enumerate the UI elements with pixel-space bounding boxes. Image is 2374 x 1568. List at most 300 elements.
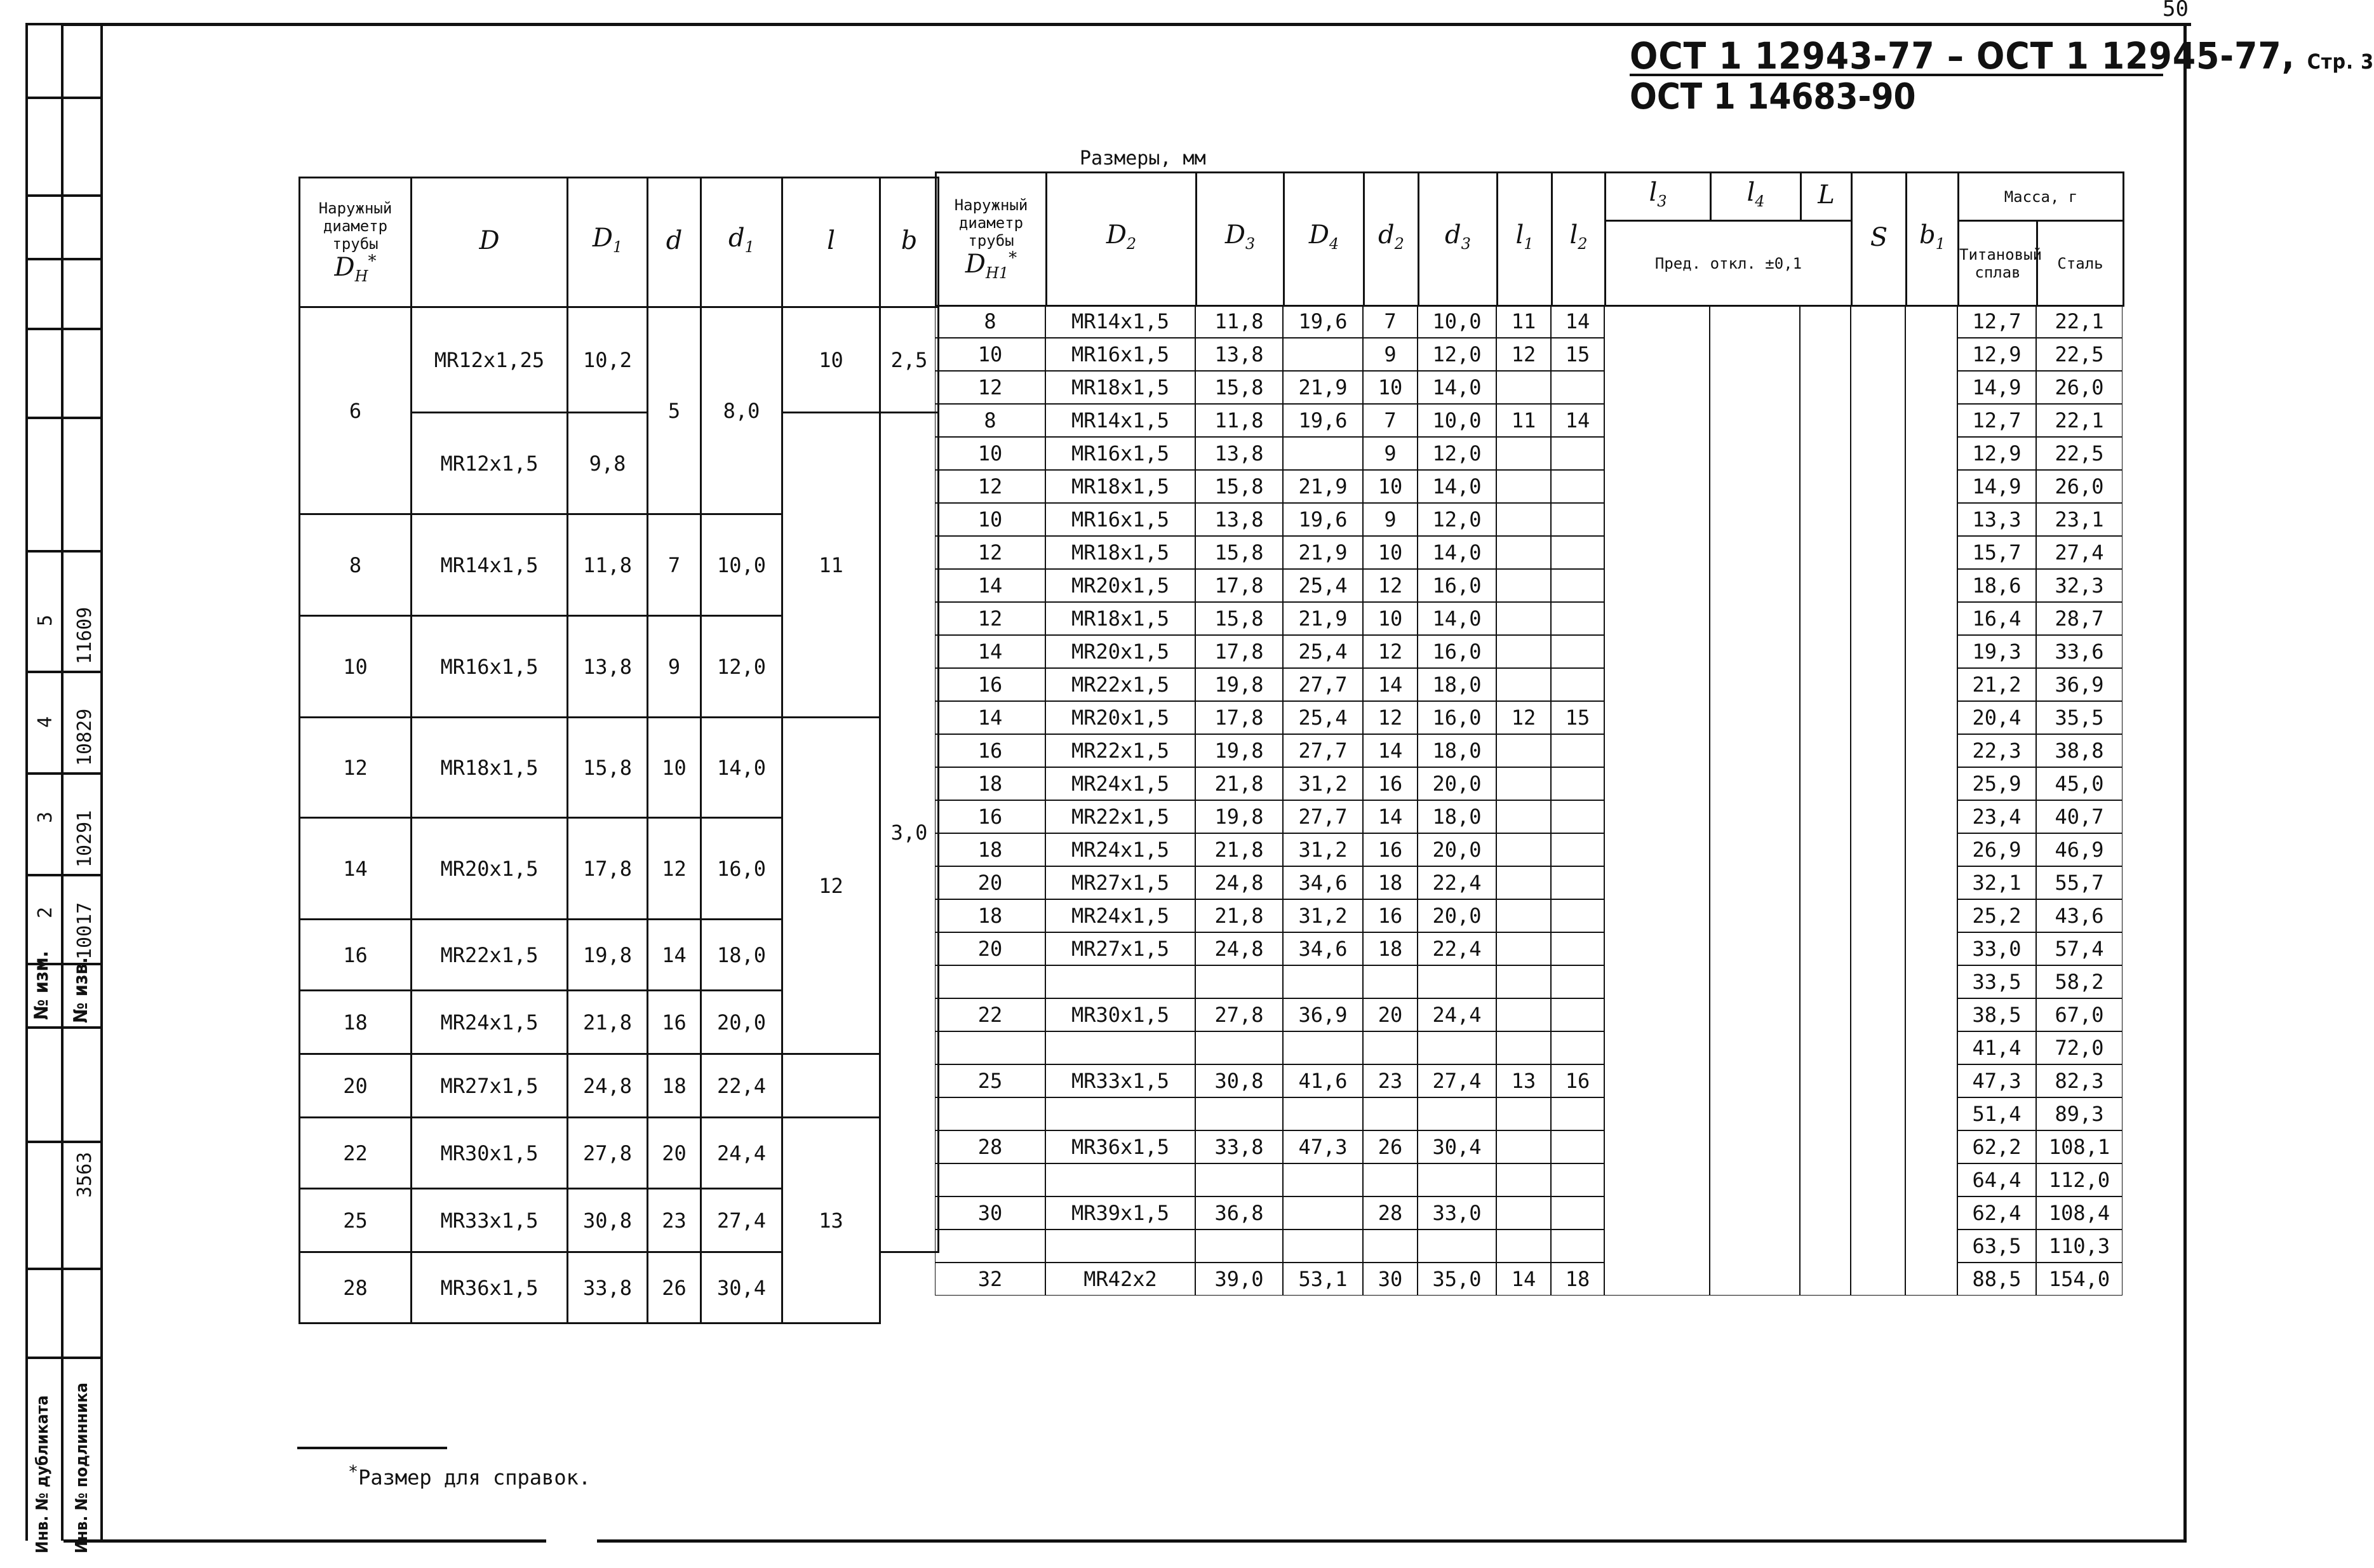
cell-mass-titanium: 12,7: [1957, 404, 2036, 437]
cell-D4: 27,7: [1283, 800, 1363, 833]
cell-dn: 14: [300, 818, 412, 920]
cell-mass-titanium: 16,4: [1957, 602, 2036, 635]
cell-D2: MR20x1,5: [1045, 635, 1195, 668]
cell-l1: [1496, 371, 1551, 404]
cell-l2: [1551, 833, 1604, 866]
cell-D1: 15,8: [568, 718, 648, 818]
cell-l1: [1496, 470, 1551, 503]
cell-D4: 19,6: [1283, 404, 1363, 437]
cell-l2: 15: [1551, 701, 1604, 734]
cell-l: 10: [782, 307, 880, 413]
cell-mass-titanium: 22,3: [1957, 734, 2036, 767]
cell-d2: 7: [1363, 305, 1418, 338]
right-table-body: [935, 305, 2123, 1327]
cell-l2: [1551, 668, 1604, 701]
cell-d2: 26: [1363, 1130, 1418, 1163]
cell-D: MR27x1,5: [412, 1054, 568, 1118]
cell-D: MR33x1,5: [412, 1189, 568, 1252]
cell-D3: 11,8: [1195, 404, 1283, 437]
cell-dh1: 30: [935, 1196, 1045, 1230]
cell-d: 16: [648, 991, 701, 1054]
cell-D2: MR16x1,5: [1045, 437, 1195, 470]
cell-D1: 10,2: [568, 307, 648, 413]
cell-dn: 16: [300, 920, 412, 991]
cell-D: MR14x1,5: [412, 514, 568, 616]
cell-D3: 36,8: [1195, 1196, 1283, 1230]
cell-D4: 41,6: [1283, 1064, 1363, 1097]
cell-d1: 10,0: [701, 514, 782, 616]
cell-b: 3,0: [880, 413, 939, 1252]
cell-D4: 19,6: [1283, 305, 1363, 338]
cell-d2: [1363, 1031, 1418, 1064]
cell-D3: 39,0: [1195, 1263, 1283, 1296]
cell-d3: 14,0: [1418, 602, 1496, 635]
cell-D2: MR20x1,5: [1045, 701, 1195, 734]
cell-D2: MR27x1,5: [1045, 866, 1195, 899]
header-d3-symbol: $d_3$: [1445, 220, 1471, 253]
cell-dh1: 22: [935, 998, 1045, 1031]
cell-D2: MR42x2: [1045, 1263, 1195, 1296]
cell-l1: [1496, 767, 1551, 800]
cell-D3: 15,8: [1195, 371, 1283, 404]
footnote-rule: [297, 1447, 447, 1449]
cell-l2: [1551, 470, 1604, 503]
cell-mass-steel: 57,4: [2036, 932, 2123, 965]
cell-D4: 25,4: [1283, 569, 1363, 602]
cell-D: MR36x1,5: [412, 1252, 568, 1323]
change-label-3: 3: [34, 811, 57, 823]
cell-d3: 10,0: [1418, 404, 1496, 437]
cell-l2: [1551, 800, 1604, 833]
cell-D2: [1045, 1230, 1195, 1263]
cell-mass-titanium: 32,1: [1957, 866, 2036, 899]
cell-l2: [1551, 998, 1604, 1031]
cell-dh1: 16: [935, 734, 1045, 767]
header-L: [1801, 173, 1852, 221]
cell-D2: MR18x1,5: [1045, 602, 1195, 635]
cell-D2: MR39x1,5: [1045, 1196, 1195, 1230]
cell-dh1: 8: [935, 305, 1045, 338]
cell-mass-steel: 108,4: [2036, 1196, 2123, 1230]
cell-mass-steel: 67,0: [2036, 998, 2123, 1031]
cell-d2: 9: [1363, 338, 1418, 371]
table-row: [300, 718, 939, 818]
cell-l2: [1551, 1097, 1604, 1130]
cell-dh1: 12: [935, 470, 1045, 503]
header-b-symbol: b: [901, 226, 918, 255]
cell-dn: 18: [300, 991, 412, 1054]
cell-D4: 47,3: [1283, 1130, 1363, 1163]
cell-mass-titanium: 18,6: [1957, 569, 2036, 602]
cell-D3: 13,8: [1195, 437, 1283, 470]
cell-dh1: 25: [935, 1064, 1045, 1097]
cell-D2: MR18x1,5: [1045, 371, 1195, 404]
cell-d2: 12: [1363, 635, 1418, 668]
cell-D3: [1195, 1031, 1283, 1064]
cell-D2: [1045, 1163, 1195, 1196]
cell-dh1: 28: [935, 1130, 1045, 1163]
cell-D3: 24,8: [1195, 866, 1283, 899]
cell-d1: 8,0: [701, 307, 782, 514]
cell-mass-titanium: 12,9: [1957, 437, 2036, 470]
izm-label: № изм.: [30, 951, 53, 1020]
cell-l2: [1551, 602, 1604, 635]
header-D1-letter: D: [592, 223, 613, 253]
cell-D3: 13,8: [1195, 338, 1283, 371]
cell-mass-titanium: 62,4: [1957, 1196, 2036, 1230]
cell-l2: [1551, 899, 1604, 932]
cell-D: MR30x1,5: [412, 1118, 568, 1189]
header-D3: [1197, 173, 1284, 306]
change-label-2: 2: [34, 906, 57, 918]
header-D4-symbol: $D_4$: [1308, 220, 1339, 253]
cell-D3: 15,8: [1195, 470, 1283, 503]
cell-mass-steel: 36,9: [2036, 668, 2123, 701]
header-D1-symbol: $D_1$: [592, 223, 623, 256]
header-d1: [701, 178, 782, 307]
cell-l2: [1551, 1031, 1604, 1064]
standard-designation: ОСТ 1 12943-77 – ОСТ 1 12945-77, Стр. 3: [1630, 34, 2374, 77]
cell-l1: [1496, 635, 1551, 668]
cell-mass-steel: 58,2: [2036, 965, 2123, 998]
cell-d3: 14,0: [1418, 536, 1496, 569]
cell-mass-titanium: 12,9: [1957, 338, 2036, 371]
cell-D4: 53,1: [1283, 1263, 1363, 1296]
cell-d1: 14,0: [701, 718, 782, 818]
cell-D2: MR24x1,5: [1045, 767, 1195, 800]
frame-top-line: [64, 23, 2191, 26]
header-D2: [1047, 173, 1197, 306]
cell-D3: 27,8: [1195, 998, 1283, 1031]
cell-mass-titanium: 41,4: [1957, 1031, 2036, 1064]
cell-d3: [1418, 965, 1496, 998]
cell-mass-steel: 32,3: [2036, 569, 2123, 602]
cell-D3: 17,8: [1195, 635, 1283, 668]
cell-d: 26: [648, 1252, 701, 1323]
cell-mass-titanium: 14,9: [1957, 371, 2036, 404]
cell-mass-steel: 23,1: [2036, 503, 2123, 536]
cell-dh1: 20: [935, 866, 1045, 899]
cell-d2: 18: [1363, 866, 1418, 899]
header-d3: [1419, 173, 1498, 306]
cell-D3: [1195, 1097, 1283, 1130]
header-l1: [1498, 173, 1552, 306]
cell-d: 12: [648, 818, 701, 920]
cell-d2: 10: [1363, 602, 1418, 635]
cell-l2: [1551, 536, 1604, 569]
cell-l1: [1496, 899, 1551, 932]
cell-d3: 27,4: [1418, 1064, 1496, 1097]
cell-d2: 7: [1363, 404, 1418, 437]
cell-D3: 33,8: [1195, 1130, 1283, 1163]
cell-l1: 11: [1496, 305, 1551, 338]
cell-d: 14: [648, 920, 701, 991]
header-dh1-symbol: $D_{H1}^*$: [965, 248, 1017, 283]
cell-dh1: 8: [935, 404, 1045, 437]
header-S-symbol: S: [1870, 223, 1888, 252]
cell-D2: MR14x1,5: [1045, 404, 1195, 437]
cell-D: MR16x1,5: [412, 616, 568, 718]
cell-dh1: 14: [935, 569, 1045, 602]
header-S: [1852, 173, 1907, 306]
cell-l1: [1496, 1230, 1551, 1263]
cell-l2: [1551, 503, 1604, 536]
cell-mass-steel: 110,3: [2036, 1230, 2123, 1263]
cell-D3: 24,8: [1195, 932, 1283, 965]
cell-mass-steel: 46,9: [2036, 833, 2123, 866]
cell-mass-steel: 27,4: [2036, 536, 2123, 569]
header-outer-diameter: [300, 178, 412, 307]
cell-D2: [1045, 965, 1195, 998]
cell-D3: 15,8: [1195, 602, 1283, 635]
cell-D3: 19,8: [1195, 800, 1283, 833]
cell-D3: 19,8: [1195, 668, 1283, 701]
header-d2-symbol: $d_2$: [1378, 220, 1404, 253]
header-dh-letter: D: [334, 253, 355, 283]
cell-D4: 31,2: [1283, 767, 1363, 800]
original-inventory-label: Инв. № подлинника: [72, 1383, 91, 1553]
header-d1-symbol: $d_1$: [728, 223, 754, 256]
cell-d3: 14,0: [1418, 371, 1496, 404]
cell-dh1: 14: [935, 635, 1045, 668]
units-caption: Размеры, мм: [1080, 147, 1206, 170]
cell-mass-steel: 89,3: [2036, 1097, 2123, 1130]
cell-l2: [1551, 1196, 1604, 1230]
cell-d2: 10: [1363, 536, 1418, 569]
cell-D3: [1195, 965, 1283, 998]
cell-D4: [1283, 1031, 1363, 1064]
cell-d3: 12,0: [1418, 437, 1496, 470]
cell-l2: [1551, 569, 1604, 602]
cell-l1: 14: [1496, 1263, 1551, 1296]
cell-d2: 16: [1363, 833, 1418, 866]
cell-l2: [1551, 932, 1604, 965]
cell-d2: 12: [1363, 569, 1418, 602]
cell-mass-steel: 28,7: [2036, 602, 2123, 635]
cell-d2: [1363, 1230, 1418, 1263]
cell-l1: [1496, 1196, 1551, 1230]
header-D4: [1284, 173, 1364, 306]
table-row: [300, 1118, 939, 1189]
standard-designation-2: ОСТ 1 14683-90: [1630, 76, 1916, 117]
header-b: [880, 178, 939, 307]
cell-d1: 24,4: [701, 1118, 782, 1189]
cell-D2: MR16x1,5: [1045, 338, 1195, 371]
cell-D4: 25,4: [1283, 701, 1363, 734]
cell-l1: [1496, 1130, 1551, 1163]
cell-d2: 20: [1363, 998, 1418, 1031]
cell-l2: [1551, 1130, 1604, 1163]
cell-dn: 28: [300, 1252, 412, 1323]
cell-dn: 20: [300, 1054, 412, 1118]
cell-dh1: 32: [935, 1263, 1045, 1296]
header-D-symbol: D: [479, 226, 500, 255]
cell-d: 7: [648, 514, 701, 616]
cell-D3: 13,8: [1195, 503, 1283, 536]
change-label-4: 4: [34, 716, 57, 728]
header-D3-symbol: $D_3$: [1224, 220, 1256, 253]
cell-D3: 15,8: [1195, 536, 1283, 569]
footnote: *Размер для справок.: [348, 1462, 591, 1490]
cell-d1: 27,4: [701, 1189, 782, 1252]
cell-D: MR18x1,5: [412, 718, 568, 818]
cell-l1: [1496, 866, 1551, 899]
cell-D: MR20x1,5: [412, 818, 568, 920]
cell-D2: MR24x1,5: [1045, 833, 1195, 866]
cell-D1: 33,8: [568, 1252, 648, 1323]
cell-mass-titanium: 14,9: [1957, 470, 2036, 503]
table-row: [300, 307, 939, 413]
cell-d2: 14: [1363, 800, 1418, 833]
cell-D4: [1283, 1097, 1363, 1130]
cell-d1: 30,4: [701, 1252, 782, 1323]
cell-dh1: 16: [935, 668, 1045, 701]
cell-l1: [1496, 536, 1551, 569]
cell-D3: 17,8: [1195, 701, 1283, 734]
cell-d3: 20,0: [1418, 833, 1496, 866]
change-doc-10017: 10017: [74, 902, 96, 960]
cell-l1: [1496, 932, 1551, 965]
header-l1-symbol: $l_1$: [1515, 220, 1534, 253]
header-outer-diameter-text: Наружный диаметр трубы: [318, 199, 392, 253]
cell-dh1: 12: [935, 602, 1045, 635]
cell-d3: 20,0: [1418, 767, 1496, 800]
cell-D4: 34,6: [1283, 866, 1363, 899]
cell-D4: 21,9: [1283, 602, 1363, 635]
cell-l1: [1496, 602, 1551, 635]
cell-D2: [1045, 1097, 1195, 1130]
cell-dh1: 20: [935, 932, 1045, 965]
cell-l2: 14: [1551, 404, 1604, 437]
cell-l2: [1551, 965, 1604, 998]
header-l3: [1606, 173, 1711, 221]
cell-D2: MR22x1,5: [1045, 800, 1195, 833]
cell-d3: 35,0: [1418, 1263, 1496, 1296]
cell-D1: 19,8: [568, 920, 648, 991]
cell-mass-steel: 108,1: [2036, 1130, 2123, 1163]
page-number: 50: [2163, 0, 2189, 22]
cell-D1: 30,8: [568, 1189, 648, 1252]
cell-l: 13: [782, 1118, 880, 1323]
cell-mass-steel: 154,0: [2036, 1263, 2123, 1296]
header-b1-symbol: $b_1$: [1919, 220, 1945, 253]
header-D: [412, 178, 568, 307]
cell-d2: 16: [1363, 899, 1418, 932]
cell-l2: 15: [1551, 338, 1604, 371]
cell-mass-titanium: 33,0: [1957, 932, 2036, 965]
cell-D: MR12x1,25: [412, 307, 568, 413]
header-l2-symbol: $l_2$: [1569, 220, 1588, 253]
header-dh-symbol: $D_H^*$: [334, 251, 377, 286]
cell-d3: 22,4: [1418, 866, 1496, 899]
cell-d2: 18: [1363, 932, 1418, 965]
cell-D4: 21,9: [1283, 536, 1363, 569]
cell-D4: [1283, 1163, 1363, 1196]
cell-D4: 27,7: [1283, 734, 1363, 767]
cell-D3: [1195, 1163, 1283, 1196]
cell-d3: 12,0: [1418, 338, 1496, 371]
change-doc-10291: 10291: [74, 810, 96, 868]
cell-mass-titanium: 62,2: [1957, 1130, 2036, 1163]
cell-mass-titanium: 15,7: [1957, 536, 2036, 569]
cell-mass-steel: 43,6: [2036, 899, 2123, 932]
cell-mass-steel: 72,0: [2036, 1031, 2123, 1064]
cell-d2: 12: [1363, 701, 1418, 734]
page-label: Стр. 3: [2307, 50, 2374, 74]
cell-dn: 10: [300, 616, 412, 718]
cell-mass-titanium: 12,7: [1957, 305, 2036, 338]
cell-D4: [1283, 338, 1363, 371]
cell-b: 2,5: [880, 307, 939, 413]
cell-D1: 21,8: [568, 991, 648, 1054]
header-d: [648, 178, 701, 307]
cell-l2: [1551, 1230, 1604, 1263]
cell-dh1: [935, 1031, 1045, 1064]
cell-d3: 12,0: [1418, 503, 1496, 536]
cell-d: 10: [648, 718, 701, 818]
cell-D4: [1283, 965, 1363, 998]
cell-d2: 16: [1363, 767, 1418, 800]
cell-dn: 25: [300, 1189, 412, 1252]
cell-mass-titanium: 19,3: [1957, 635, 2036, 668]
cell-d3: [1418, 1097, 1496, 1130]
cell-mass-steel: 22,1: [2036, 404, 2123, 437]
cell-l2: [1551, 866, 1604, 899]
cell-mass-steel: 33,6: [2036, 635, 2123, 668]
cell-l1: 12: [1496, 338, 1551, 371]
cell-d: 20: [648, 1118, 701, 1189]
cell-D4: 31,2: [1283, 833, 1363, 866]
cell-d3: 10,0: [1418, 305, 1496, 338]
cell-b1: [1905, 305, 1957, 1296]
cell-D: MR24x1,5: [412, 991, 568, 1054]
cell-d2: 10: [1363, 470, 1418, 503]
cell-D4: 36,9: [1283, 998, 1363, 1031]
table-row: [300, 1054, 939, 1118]
cell-d2: 23: [1363, 1064, 1418, 1097]
cell-l2: [1551, 767, 1604, 800]
cell-d3: 18,0: [1418, 800, 1496, 833]
left-stamp-strip: [25, 23, 102, 1553]
cell-mass-titanium: 25,9: [1957, 767, 2036, 800]
cell-D2: MR27x1,5: [1045, 932, 1195, 965]
cell-mass-titanium: 88,5: [1957, 1263, 2036, 1296]
header-titanium: Титановый сплав: [1959, 221, 2037, 306]
cell-dh1: 12: [935, 371, 1045, 404]
cell-l: 12: [782, 718, 880, 1054]
cell-D2: MR18x1,5: [1045, 470, 1195, 503]
header-d2: [1364, 173, 1419, 306]
cell-l1: [1496, 437, 1551, 470]
cell-mass-steel: 38,8: [2036, 734, 2123, 767]
cell-d1: 18,0: [701, 920, 782, 991]
cell-mass-steel: 45,0: [2036, 767, 2123, 800]
cell-dn: 12: [300, 718, 412, 818]
cell-l1: [1496, 1163, 1551, 1196]
cell-d3: 22,4: [1418, 932, 1496, 965]
header-D1: [568, 178, 648, 307]
cell-D2: MR22x1,5: [1045, 668, 1195, 701]
header-outer-diameter-2-text: Наружный диаметр трубы: [954, 196, 1028, 250]
cell-d2: 14: [1363, 734, 1418, 767]
change-label-5: 5: [34, 614, 57, 626]
header-d1-letter: d: [728, 223, 745, 253]
cell-mass-steel: 40,7: [2036, 800, 2123, 833]
cell-d1: 22,4: [701, 1054, 782, 1118]
cell-l3: [1604, 305, 1710, 1296]
cell-D2: MR24x1,5: [1045, 899, 1195, 932]
cell-D1: 27,8: [568, 1118, 648, 1189]
